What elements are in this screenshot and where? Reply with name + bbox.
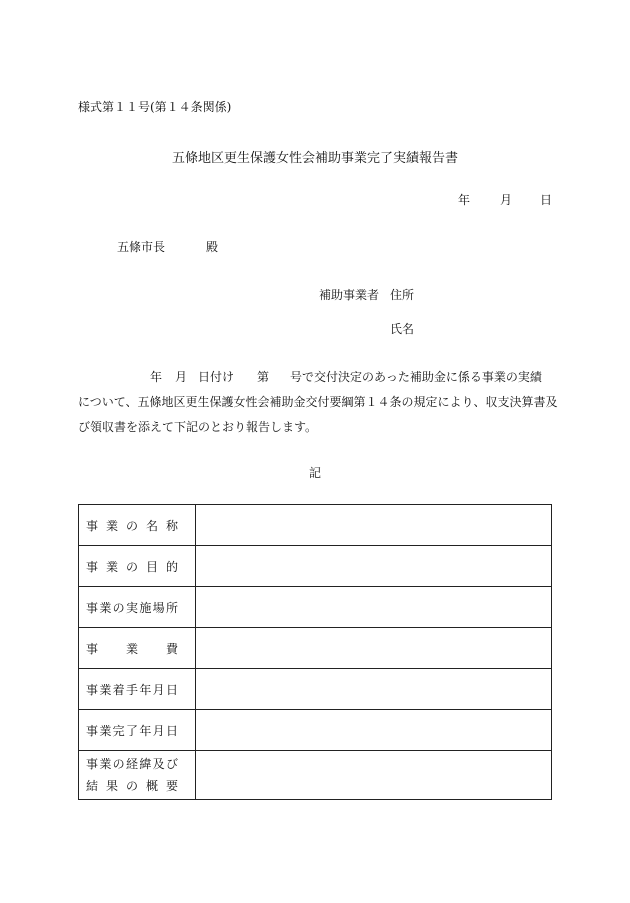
row-value-cell[interactable]	[196, 710, 552, 751]
body-year-label: 年	[150, 370, 163, 384]
table-row	[79, 546, 552, 587]
table-row	[79, 669, 552, 710]
label-char: 及	[152, 757, 165, 771]
row-value-cell[interactable]	[196, 751, 552, 800]
addressee-label: 五條市長	[117, 240, 166, 254]
label-char: 事	[86, 757, 99, 771]
label-char: 月	[152, 682, 165, 697]
document-title: 五條地区更生保護女性会補助事業完了実績報告書	[171, 151, 458, 166]
body-line-1: 号で交付決定のあった補助金に係る事業の実績	[290, 370, 542, 384]
label-char: 的	[165, 559, 178, 574]
body-number-label: 第	[257, 370, 270, 384]
label-char: 事	[86, 559, 99, 574]
label-char: 概	[145, 779, 158, 793]
label-char: 業	[125, 641, 138, 656]
label-char: び	[165, 757, 178, 771]
row-label-cell	[79, 628, 196, 669]
row-label	[86, 599, 178, 616]
table-row	[79, 505, 552, 546]
label-char: の	[112, 757, 125, 771]
label-char: 事	[86, 682, 99, 697]
body-line-2: について、五條地区更生保護女性会補助金交付要綱第１４条の規定により、収支決算書及	[78, 395, 558, 409]
ki-heading: 記	[308, 466, 321, 480]
label-char: の	[125, 559, 138, 574]
label-char: 了	[125, 723, 138, 738]
row-label	[86, 722, 178, 739]
row-label-cell	[79, 587, 196, 628]
label-char: 名	[145, 518, 158, 533]
label-char: 業	[99, 682, 112, 697]
label-char: 実	[125, 600, 138, 615]
row-value-cell[interactable]	[196, 628, 552, 669]
applicant-name-label: 氏名	[390, 322, 415, 336]
label-char: の	[125, 779, 138, 793]
report-items-table	[78, 504, 552, 800]
row-label-line-2	[86, 775, 178, 797]
label-char: 業	[99, 600, 112, 615]
label-char: 手	[125, 682, 138, 697]
date-month-label: 月	[500, 193, 513, 207]
label-char: 日	[165, 682, 178, 697]
row-label-line-1	[86, 753, 178, 775]
label-char: 業	[105, 559, 118, 574]
date-year-label: 年	[458, 193, 471, 207]
label-char: の	[112, 600, 125, 615]
label-char: 事	[86, 723, 99, 738]
row-label-cell	[79, 710, 196, 751]
row-value-cell[interactable]	[196, 587, 552, 628]
label-char: 経	[125, 757, 138, 771]
applicant-address-label: 住所	[390, 288, 415, 302]
label-char: 目	[145, 559, 158, 574]
table-row	[79, 628, 552, 669]
label-char: 場	[152, 600, 165, 615]
label-char: 業	[99, 757, 112, 771]
applicant-role-label: 補助事業者	[319, 288, 380, 302]
row-label	[86, 640, 178, 657]
label-char: 業	[105, 518, 118, 533]
row-label-cell	[79, 669, 196, 710]
label-char: 着	[112, 682, 125, 697]
date-day-label: 日	[540, 193, 553, 207]
row-label	[86, 681, 178, 698]
row-label-cell	[79, 546, 196, 587]
row-label	[86, 558, 178, 575]
label-char: 要	[165, 779, 178, 793]
table-row	[79, 710, 552, 751]
row-label	[86, 753, 178, 797]
label-char: 費	[165, 641, 178, 656]
row-label	[86, 517, 178, 534]
label-char: 結	[86, 779, 99, 793]
table-row	[79, 751, 552, 800]
label-char: 事	[86, 600, 99, 615]
body-dated-label: 日付け	[198, 370, 235, 384]
row-value-cell[interactable]	[196, 669, 552, 710]
label-char: の	[125, 518, 138, 533]
row-label-cell	[79, 505, 196, 546]
label-char: 施	[139, 600, 152, 615]
table-row	[79, 587, 552, 628]
label-char: 年	[139, 723, 152, 738]
label-char: 年	[139, 682, 152, 697]
body-month-label: 月	[175, 370, 188, 384]
row-value-cell[interactable]	[196, 546, 552, 587]
form-number: 様式第１１号(第１４条関係)	[78, 100, 232, 114]
label-char: 緯	[139, 757, 152, 771]
label-char: 果	[105, 779, 118, 793]
row-value-cell[interactable]	[196, 505, 552, 546]
label-char: 事	[86, 518, 99, 533]
body-line-3: び領収書を添えて下記のとおり報告します。	[78, 420, 318, 434]
row-label-cell	[79, 751, 196, 800]
label-char: 業	[99, 723, 112, 738]
label-char: 称	[165, 518, 178, 533]
label-char: 完	[112, 723, 125, 738]
label-char: 所	[165, 600, 178, 615]
addressee-honorific: 殿	[206, 240, 219, 254]
label-char: 日	[165, 723, 178, 738]
label-char: 月	[152, 723, 165, 738]
label-char: 事	[86, 641, 99, 656]
